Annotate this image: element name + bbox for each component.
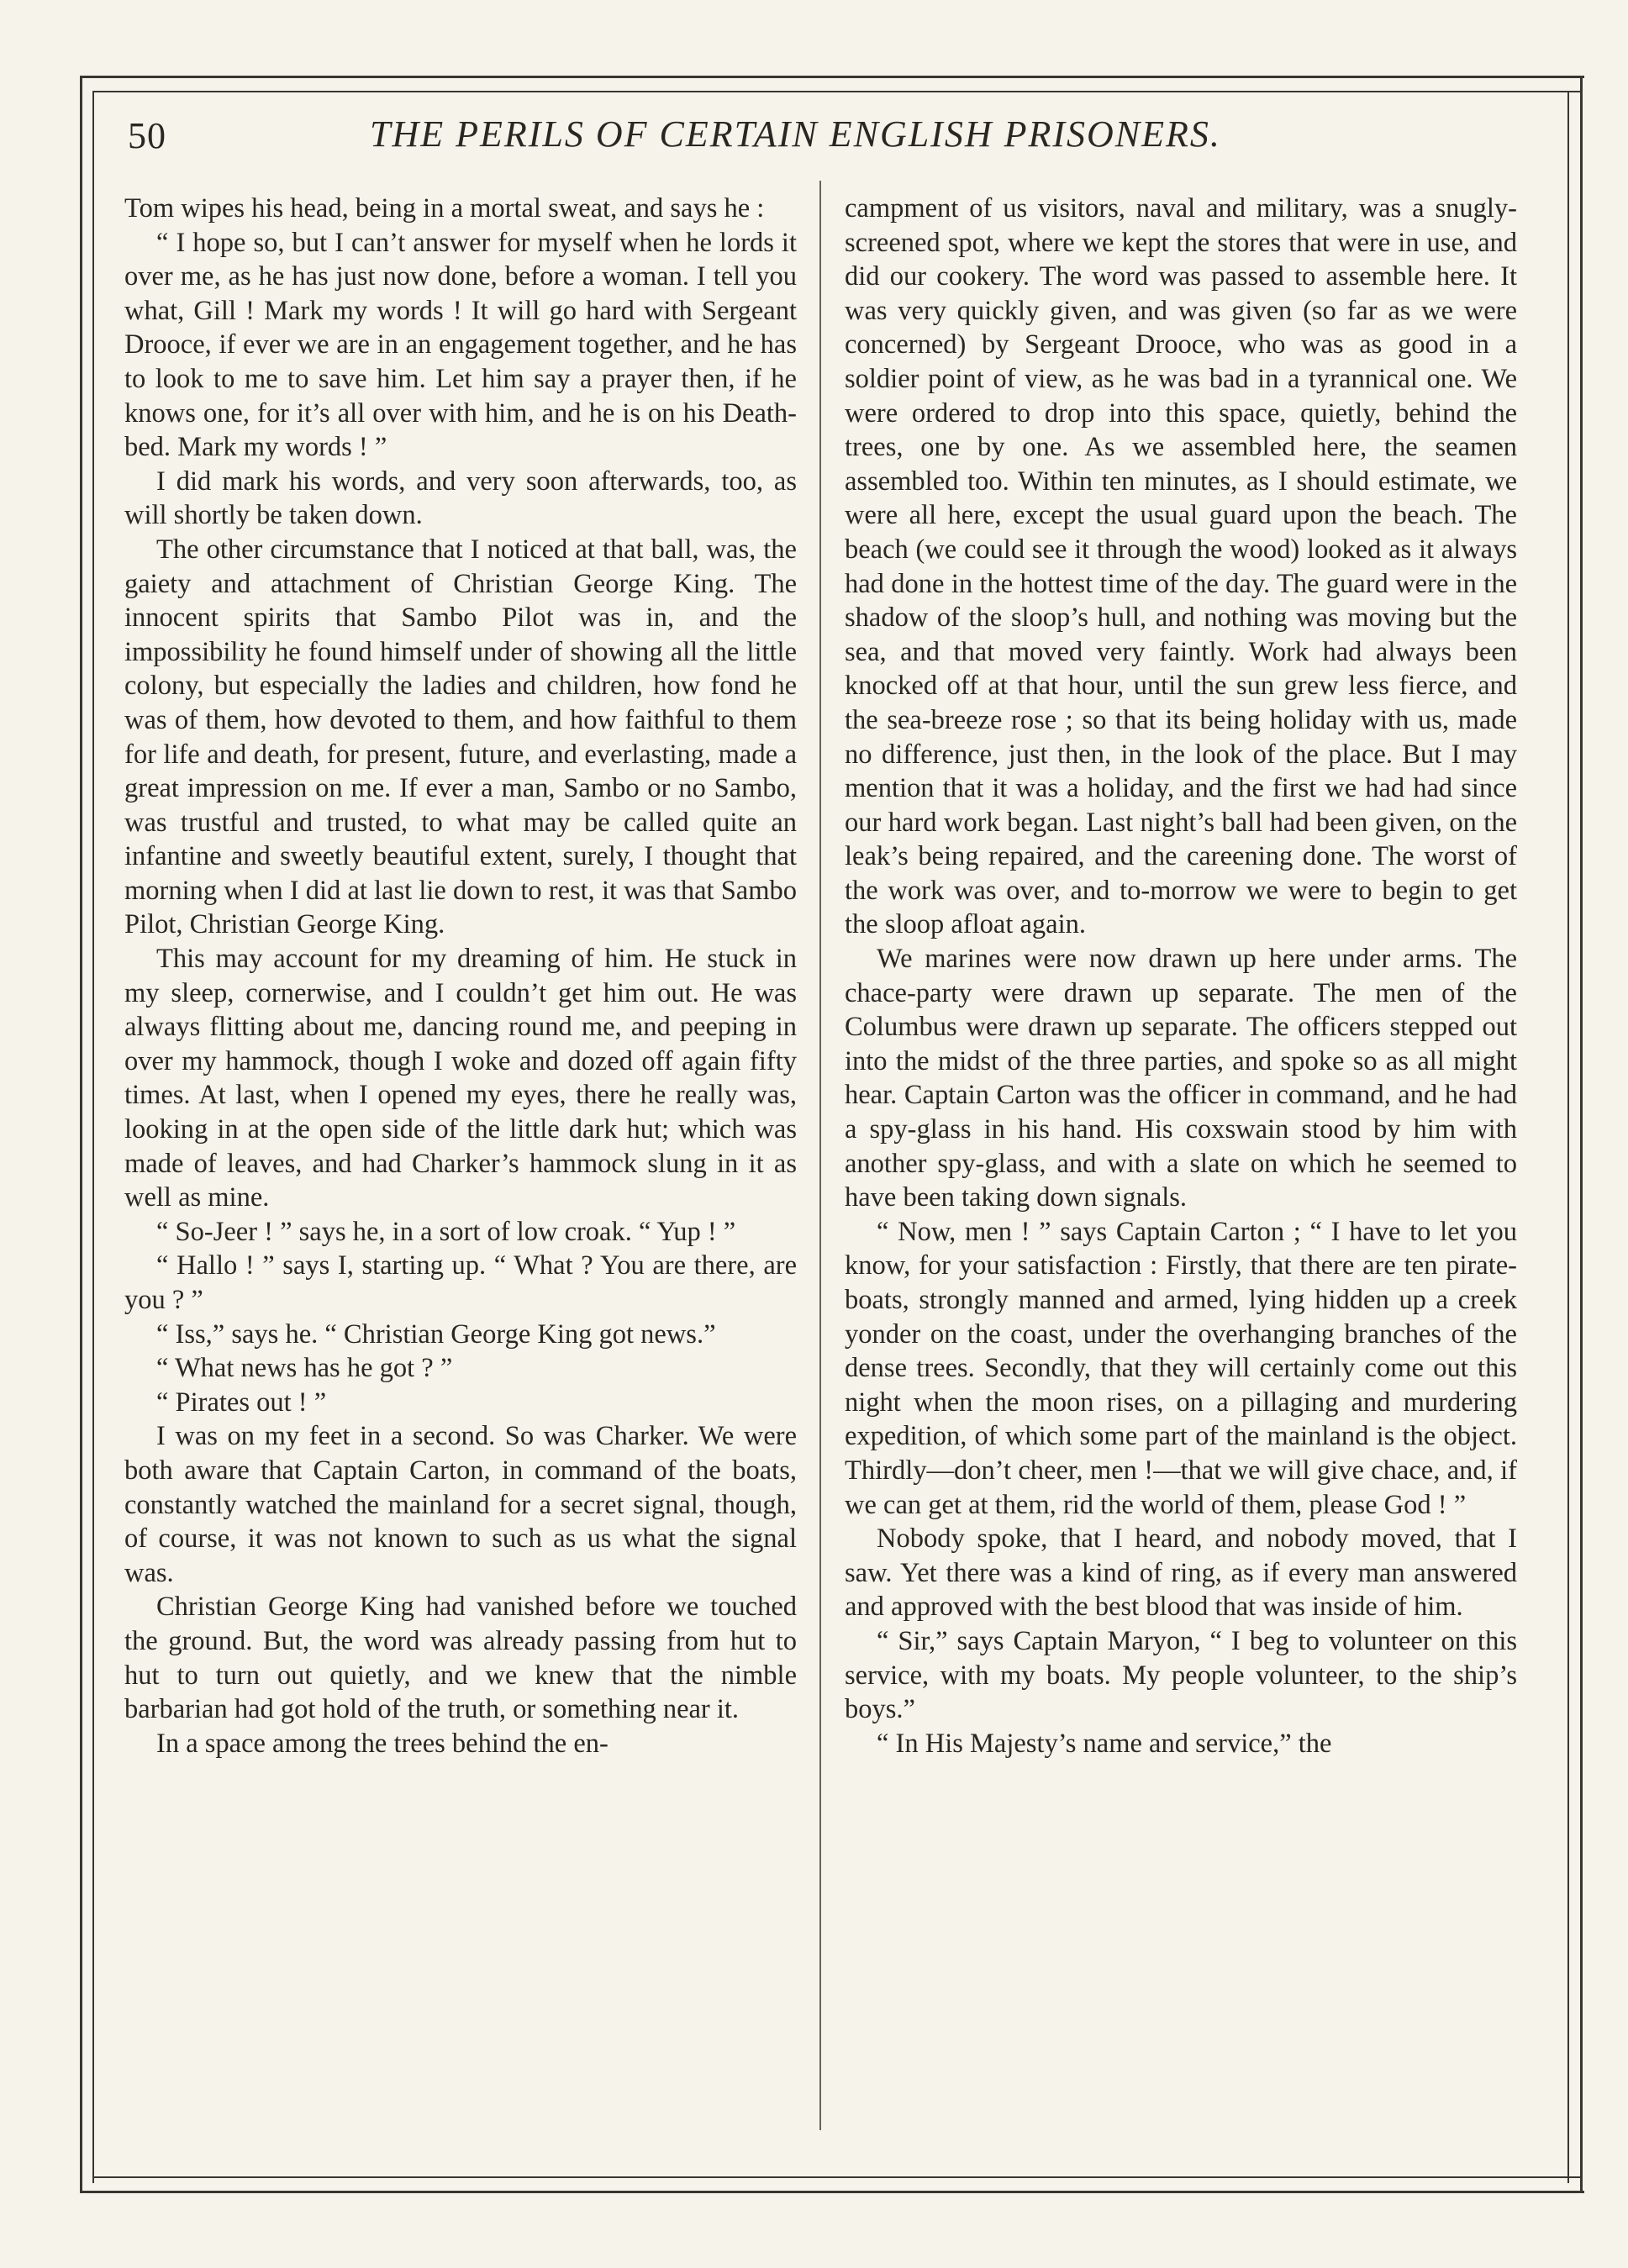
paragraph: “ So-Jeer ! ” says he, in a sort of low croak. “ Yup ! ” <box>156 1216 736 1247</box>
paragraph: “ Pirates out ! ” <box>156 1387 327 1418</box>
border-right-inner-rule <box>1567 91 1569 2183</box>
paragraph: In a space among the trees behind the en- <box>156 1728 609 1759</box>
paragraph: I did mark his words, and very soon afterwards, too, as will shortly be taken down. <box>124 466 797 531</box>
paragraph: This may account for my dreaming of him. He stuck in my sleep, cornerwise, and I couldn’t get him out. He was always flitting about me, dancing round me, and peeping in over my hammock, though I woke and dozed off again fifty times. At last, when I opened my eyes, there he really was, looking in at the open side of the little dark hut; which was made of leaves, and had Charker’s hammock slung in it as well as mine. <box>124 944 797 1213</box>
paragraph: “ Hallo ! ” says I, starting up. “ What ? You are there, are you ? ” <box>124 1250 797 1315</box>
column-divider <box>819 181 821 2130</box>
border-right-rule <box>1580 76 1583 2193</box>
paragraph: Tom wipes his head, being in a mortal sweat, and says he : <box>124 193 765 224</box>
border-top-rule <box>80 76 1584 78</box>
paragraph: “ In His Majesty’s name and service,” the <box>877 1728 1332 1759</box>
paragraph: I was on my feet in a second. So was Charker. We were both aware that Captain Carton, in command of the boats, constantly watched the mainland for a secret signal, though, of course, it was not known to such as us what the signal was. <box>124 1421 797 1588</box>
right-column <box>845 192 1517 1760</box>
paragraph: campment of us visitors, naval and military, was a snugly-screened spot, where we kept the stores that were in use, and did our cookery. The word was passed to assemble here. It was very quickly given, and was given (so far as we were concerned) by Sergeant Drooce, who was as good in a soldier point of view, as he was bad in a tyrannical one. We were ordered to drop into this space, quietly, behind the trees, one by one. As we assembled here, the seamen assembled too. Within ten minutes, as I should estimate, we were all here, except the usual guard upon the beach. The beach (we could see it through the wood) looked as it always had done in the hottest time of the day. The guard were in the shadow of the sloop’s hull, and nothing was moving but the sea, and that moved very faintly. Work had always been knocked off at that hour, until the sun grew less fierce, and the sea-breeze rose ; so that its being holiday with us, made no difference, just then, in the look of the place. But I may mention that it was a holiday, and the first we had had since our hard work began. Last night’s ball had been given, on the leak’s being repaired, and the careening done. The worst of the work was over, and to-morrow we were to begin to get the sloop afloat again. <box>845 193 1517 940</box>
page-header <box>118 108 1546 158</box>
paragraph: “ Now, men ! ” says Captain Carton ; “ I have to let you know, for your satisfaction : Firstly, that there are ten pirate-boats, strongly manned and armed, lying hidden up a creek yonder on the coast, under the overhanging branches of the dense trees. Secondly, that they will certainly come out this night when the moon rises, on a pillaging and murdering expedition, of which some part of the mainland is the object. Thirdly—don’t cheer, men !—that we will give chace, and, if we can get at them, rid the world of them, please God ! ” <box>845 1216 1517 1520</box>
running-title: THE PERILS OF CERTAIN ENGLISH PRISONERS. <box>370 113 1221 155</box>
paragraph: “ Iss,” says he. “ Christian George King got news.” <box>156 1318 716 1350</box>
paragraph: “ Sir,” says Captain Maryon, “ I beg to volunteer on this service, with my boats. My people volunteer, to the ship’s boys.” <box>845 1625 1517 1725</box>
paragraph: Christian George King had vanished before we touched the ground. But, the word was already passing from hut to hut to turn out quietly, and we knew that the nimble barbarian had got hold of the truth, or something near it. <box>124 1592 797 1725</box>
border-left-inner-rule <box>92 91 94 2183</box>
paragraph: We marines were now drawn up here under arms. The chace-party were drawn up separate. The men of the Columbus were drawn up separate. The officers stepped out into the midst of the three parties, and spoke so as all might hear. Captain Carton was the officer in command, and he had a spy-glass in his hand. His coxswain stood by him with another spy-glass, and with a slate on which he seemed to have been taking down signals. <box>845 944 1517 1213</box>
border-left-rule <box>80 76 82 2193</box>
border-bottom-inner-rule <box>92 2176 1580 2178</box>
paragraph: “ What news has he got ? ” <box>156 1353 453 1384</box>
border-bottom-rule <box>80 2191 1584 2193</box>
paragraph: The other circumstance that I noticed at that ball, was, the gaiety and attachment of Christian George King. The innocent spirits that Sambo Pilot was in, and the impossibility he found himself under of showing all the little colony, but especially the ladies and children, how fond he was of them, how devoted to them, and how faithful to them for life and death, for present, future, and everlasting, made a great impression on me. If ever a man, Sambo or no Sambo, was trustful and trusted, to what may be called quite an infantine and sweetly beautiful extent, surely, I thought that morning when I did at last lie down to rest, it was that Sambo Pilot, Christian George King. <box>124 534 797 940</box>
border-top-inner-rule <box>92 91 1580 92</box>
paragraph: “ I hope so, but I can’t answer for myself when he lords it over me, as he has just now done, before a woman. I tell you what, Gill ! Mark my words ! It will go hard with Sergeant Drooce, if ever we are in an engagement together, and he has to look to me to save him. Let him say a prayer then, if he knows one, for it’s all over with him, and he is on his Death-bed. Mark my words ! ” <box>124 227 797 463</box>
left-column <box>124 192 797 1760</box>
page-number: 50 <box>128 115 166 156</box>
paragraph: Nobody spoke, that I heard, and nobody moved, that I saw. Yet there was a kind of ring, as if every man answered and approved with the best blood that was inside of him. <box>845 1523 1517 1623</box>
